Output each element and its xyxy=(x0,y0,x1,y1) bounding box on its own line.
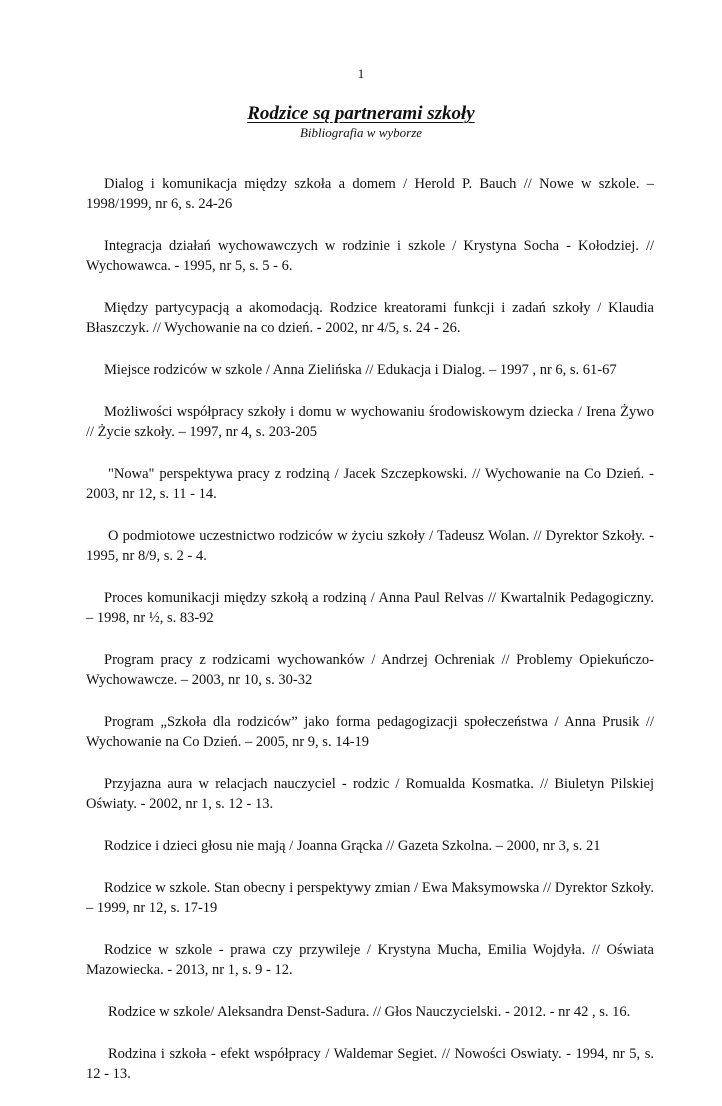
bibliography-entry: O podmiotowe uczestnictwo rodziców w życiu szkoły / Tadeusz Wolan. // Dyrektor Szkoły. - 1995, nr 8/9, s. 2 - 4. xyxy=(86,528,654,564)
bibliography-entry: Przyjazna aura w relacjach nauczyciel - rodzic / Romualda Kosmatka. // Biuletyn Pilskiej Oświaty. - 2002, nr 1, s. 12 - 13. xyxy=(86,776,654,812)
bibliography-list xyxy=(86,174,654,1106)
bibliography-entry: Między partycypacją a akomodacją. Rodzice kreatorami funkcji i zadań szkoły / Klaudia Błaszczyk. // Wychowanie na co dzień. - 2002, nr 4/5, s. 24 - 26. xyxy=(86,300,654,336)
bibliography-entry: Rodzina i szkoła - efekt współpracy / Waldemar Segiet. // Nowości Oswiaty. - 1994, nr 5, s. 12 - 13. xyxy=(86,1046,654,1082)
bibliography-entry: Program pracy z rodzicami wychowanków / Andrzej Ochreniak // Problemy Opiekuńczo-Wychowawcze. – 2003, nr 10, s. 30-32 xyxy=(86,652,654,688)
bibliography-entry: Miejsce rodziców w szkole / Anna Zielińska // Edukacja i Dialog. – 1997 , nr 6, s. 61-67 xyxy=(104,362,617,378)
page-number: 1 xyxy=(357,66,365,81)
bibliography-entry: Rodzice i dzieci głosu nie mają / Joanna Grącka // Gazeta Szkolna. – 2000, nr 3, s. 21 xyxy=(104,838,601,854)
bibliography-entry: Proces komunikacji między szkołą a rodziną / Anna Paul Relvas // Kwartalnik Pedagogiczny. – 1998, nr ½, s. 83-92 xyxy=(86,590,654,626)
bibliography-entry: Rodzice w szkole. Stan obecny i perspektywy zmian / Ewa Maksymowska // Dyrektor Szkoły. – 1999, nr 12, s. 17-19 xyxy=(86,880,654,916)
bibliography-entry: Program „Szkoła dla rodziców” jako forma pedagogizacji społeczeństwa / Anna Prusik // Wychowanie na Co Dzień. – 2005, nr 9, s. 14-19 xyxy=(86,714,654,750)
bibliography-entry: Rodzice w szkole - prawa czy przywileje / Krystyna Mucha, Emilia Wojdyła. // Oświata Mazowiecka. - 2013, nr 1, s. 9 - 12. xyxy=(86,942,654,978)
page-title: Rodzice są partnerami szkoły xyxy=(247,103,475,124)
bibliography-entry: Możliwości współpracy szkoły i domu w wychowaniu środowiskowym dziecka / Irena Żywo // Życie szkoły. – 1997, nr 4, s. 203-205 xyxy=(86,404,654,440)
bibliography-entry: "Nowa" perspektywa pracy z rodziną / Jacek Szczepkowski. // Wychowanie na Co Dzień. - 2003, nr 12, s. 11 - 14. xyxy=(86,466,654,502)
bibliography-entry: Rodzice w szkole/ Aleksandra Denst-Sadura. // Głos Nauczycielski. - 2012. - nr 42 , s. 16. xyxy=(108,1004,631,1020)
bibliography-entry: Dialog i komunikacja między szkoła a domem / Herold P. Bauch // Nowe w szkole. – 1998/1999, nr 6, s. 24-26 xyxy=(86,176,654,212)
page-subtitle: Bibliografia w wyborze xyxy=(299,125,423,140)
bibliography-entry: Integracja działań wychowawczych w rodzinie i szkole / Krystyna Socha - Kołodziej. // Wychowawca. - 1995, nr 5, s. 5 - 6. xyxy=(86,238,654,274)
